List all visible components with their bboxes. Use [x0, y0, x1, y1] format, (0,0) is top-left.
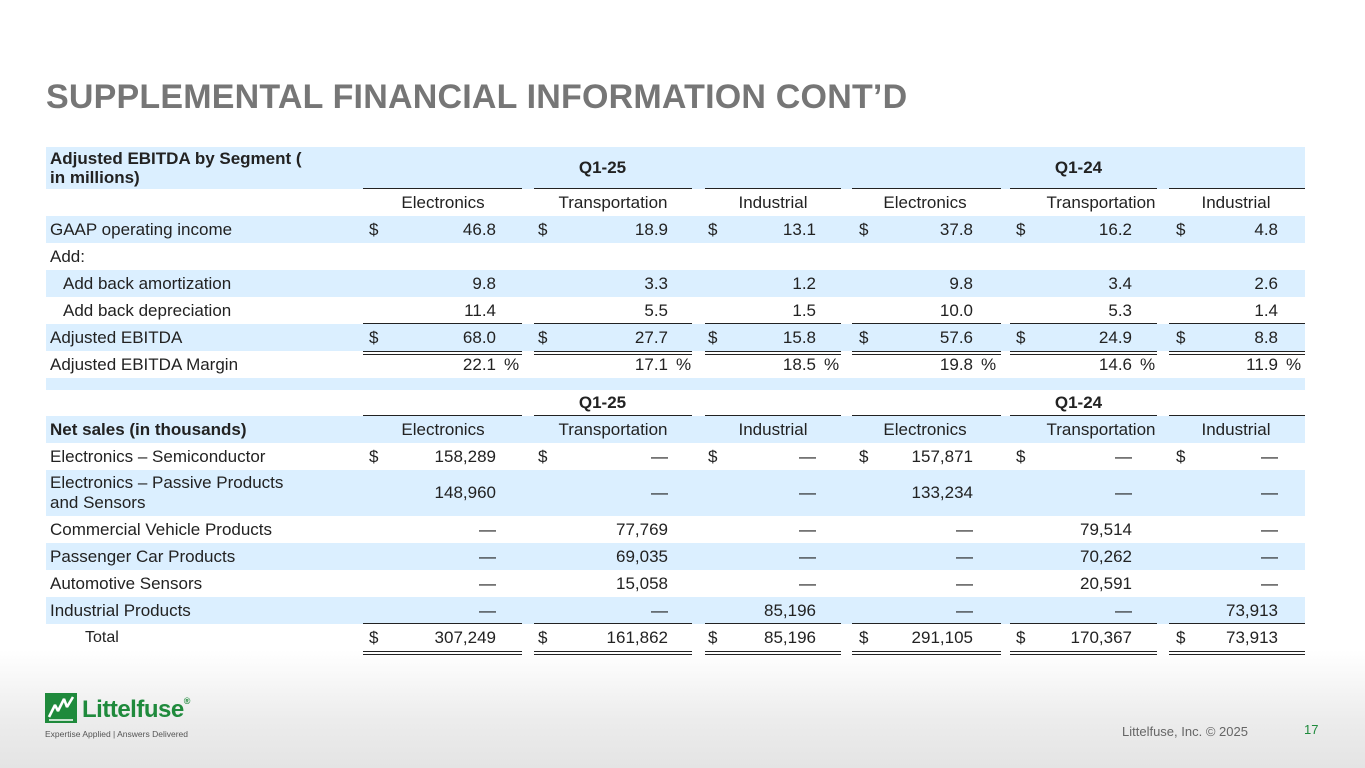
table-row	[46, 516, 1305, 543]
value-cell: 148,960	[434, 483, 496, 502]
copyright-text: Littelfuse, Inc. © 2025	[1122, 724, 1248, 739]
table-row	[46, 543, 1305, 570]
table-row	[46, 324, 1305, 351]
currency-symbol: $	[859, 627, 869, 647]
value-cell: —	[651, 600, 668, 620]
value-cell: —	[1115, 600, 1132, 620]
value-cell: 24.9	[1098, 327, 1132, 347]
value-cell: 73,913	[1226, 600, 1278, 620]
currency-symbol: $	[538, 219, 548, 239]
value-cell: —	[799, 519, 816, 539]
segment-header-q1-25-transportation: Transportation	[558, 192, 668, 212]
single-rule	[705, 415, 841, 416]
value-cell: 15,058	[616, 573, 668, 593]
currency-symbol: $	[369, 219, 379, 239]
value-cell: —	[1261, 519, 1278, 539]
footer-background	[0, 650, 1365, 768]
value-cell: —	[799, 446, 816, 466]
table-row	[46, 270, 1305, 297]
segment-header-q1-25-industrial: Industrial	[738, 192, 808, 212]
value-cell: —	[956, 519, 973, 539]
currency-symbol: $	[369, 327, 379, 347]
single-rule	[534, 623, 692, 624]
segment-header-q1-24-industrial: Industrial	[1201, 419, 1271, 439]
value-cell: 73,913	[1226, 627, 1278, 647]
single-rule	[1169, 623, 1305, 624]
single-rule	[534, 323, 692, 324]
currency-symbol: $	[859, 446, 869, 466]
page-title: SUPPLEMENTAL FINANCIAL INFORMATION CONT’D	[46, 78, 908, 116]
value-cell: —	[651, 483, 668, 502]
value-cell: 8.8	[1254, 327, 1278, 347]
value-cell: 4.8	[1254, 219, 1278, 239]
double-rule	[363, 651, 522, 655]
single-rule	[534, 188, 692, 189]
netsales-period-row	[46, 389, 1305, 416]
currency-symbol: $	[708, 627, 718, 647]
value-cell: 46.8	[462, 219, 496, 239]
single-rule	[363, 188, 522, 189]
ebitda-caption-line2: in millions)	[50, 168, 140, 187]
value-cell: —	[1115, 483, 1132, 502]
netsales-segment-row	[46, 416, 1305, 443]
table-row	[46, 470, 1305, 516]
value-cell: 20,591	[1080, 573, 1132, 593]
littelfuse-logo-icon	[45, 693, 77, 723]
brand-wordmark	[82, 696, 190, 724]
row-label: Adjusted EBITDA Margin	[50, 354, 239, 374]
value-cell: 79,514	[1080, 519, 1132, 539]
value-cell: 11.4	[464, 300, 496, 320]
single-rule	[1169, 415, 1305, 416]
table-row	[46, 243, 1305, 270]
row-label: Add back depreciation	[63, 300, 232, 320]
segment-header-q1-24-transportation: Transportation	[1046, 419, 1156, 439]
ebitda-segment-row	[46, 189, 1305, 216]
littelfuse-logo	[45, 693, 190, 739]
period-header-q1-24: Q1-24	[1054, 158, 1103, 177]
percent-sign: %	[824, 354, 840, 374]
segment-header-q1-25-electronics: Electronics	[401, 419, 485, 439]
currency-symbol: $	[1176, 446, 1186, 466]
row-label: GAAP operating income	[50, 219, 233, 239]
value-cell: —	[956, 546, 973, 566]
single-rule	[534, 415, 692, 416]
row-label: Electronics – Semiconductor	[50, 446, 266, 466]
currency-symbol: $	[1016, 219, 1026, 239]
value-cell: 9.8	[472, 273, 496, 293]
value-cell: 3.4	[1108, 273, 1132, 293]
ebitda-caption	[50, 147, 302, 189]
table-row	[46, 570, 1305, 597]
currency-symbol: $	[1016, 446, 1026, 466]
value-cell: —	[479, 573, 496, 593]
double-rule	[1169, 651, 1305, 655]
value-cell: 85,196	[764, 627, 816, 647]
brand-name: Littelfuse	[82, 696, 184, 723]
table-row	[46, 297, 1305, 324]
value-cell: 307,249	[434, 627, 496, 647]
currency-symbol: $	[538, 327, 548, 347]
currency-symbol: $	[1016, 327, 1026, 347]
single-rule	[1169, 323, 1305, 324]
single-rule	[852, 323, 1001, 324]
value-cell: 22.1	[462, 354, 496, 374]
currency-symbol: $	[1176, 327, 1186, 347]
value-cell: —	[799, 573, 816, 593]
value-cell: 16.2	[1098, 219, 1132, 239]
value-cell: —	[1261, 573, 1278, 593]
value-cell: —	[1261, 483, 1278, 502]
currency-symbol: $	[1176, 627, 1186, 647]
value-cell: 77,769	[616, 519, 668, 539]
single-rule	[705, 323, 841, 324]
segment-header-q1-24-industrial: Industrial	[1201, 192, 1271, 212]
single-rule	[705, 623, 841, 624]
single-rule	[1169, 188, 1305, 189]
row-label-line1: Electronics – Passive Products	[50, 473, 284, 492]
currency-symbol: $	[859, 219, 869, 239]
value-cell: 15.8	[782, 327, 816, 347]
currency-symbol: $	[369, 627, 379, 647]
period-header-q1-24: Q1-24	[1054, 392, 1103, 412]
segment-header-q1-24-transportation: Transportation	[1046, 192, 1156, 212]
table-row	[46, 597, 1305, 624]
percent-sign: %	[1140, 354, 1156, 374]
value-cell: 37.8	[939, 219, 973, 239]
percent-sign: %	[676, 354, 692, 374]
value-cell: 14.6	[1098, 354, 1132, 374]
single-rule	[852, 623, 1001, 624]
percent-sign: %	[504, 354, 520, 374]
period-header-q1-25: Q1-25	[578, 158, 627, 177]
value-cell: 10.0	[939, 300, 973, 320]
value-cell: 19.8	[939, 354, 973, 374]
ebitda-header-row	[46, 147, 1305, 189]
table-row	[46, 351, 1305, 378]
value-cell: —	[799, 483, 816, 502]
value-cell: 85,196	[764, 600, 816, 620]
ebitda-table	[46, 147, 1305, 390]
segment-header-q1-25-industrial: Industrial	[738, 419, 808, 439]
value-cell: 13.1	[782, 219, 816, 239]
value-cell: 68.0	[462, 327, 496, 347]
single-rule	[852, 415, 1001, 416]
currency-symbol: $	[538, 446, 548, 466]
single-rule	[705, 188, 841, 189]
double-rule	[534, 651, 692, 655]
value-cell: —	[1261, 546, 1278, 566]
row-label: Industrial Products	[50, 600, 191, 620]
value-cell: 70,262	[1080, 546, 1132, 566]
currency-symbol: $	[1016, 627, 1026, 647]
netsales-caption: Net sales (in thousands)	[50, 419, 247, 439]
value-cell: 157,871	[911, 446, 973, 466]
ebitda-caption-line1: Adjusted EBITDA by Segment (	[50, 149, 302, 168]
double-rule	[852, 651, 1001, 655]
row-label: Automotive Sensors	[50, 573, 203, 593]
value-cell: 18.9	[634, 219, 668, 239]
row-label	[50, 470, 283, 516]
value-cell: 5.3	[1108, 300, 1132, 320]
double-rule	[1010, 651, 1157, 655]
segment-header-q1-24-electronics: Electronics	[883, 419, 967, 439]
value-cell: 9.8	[949, 273, 973, 293]
single-rule	[852, 188, 1001, 189]
currency-symbol: $	[369, 446, 379, 466]
single-rule	[363, 415, 522, 416]
percent-sign: %	[1286, 354, 1302, 374]
value-cell: —	[956, 600, 973, 620]
table-row	[46, 216, 1305, 243]
value-cell: —	[1115, 446, 1132, 466]
currency-symbol: $	[859, 327, 869, 347]
value-cell: 2.6	[1254, 273, 1278, 293]
value-cell: —	[799, 546, 816, 566]
double-rule	[705, 651, 841, 655]
single-rule	[363, 623, 522, 624]
brand-tagline: Expertise Applied | Answers Delivered	[45, 729, 189, 739]
row-label: Adjusted EBITDA	[50, 327, 183, 347]
value-cell: 5.5	[644, 300, 668, 320]
value-cell: 158,289	[434, 446, 496, 466]
value-cell: —	[651, 446, 668, 466]
value-cell: 69,035	[616, 546, 668, 566]
page-number: 17	[1304, 722, 1319, 737]
value-cell: 11.9	[1246, 354, 1278, 374]
currency-symbol: $	[708, 219, 718, 239]
single-rule	[1010, 623, 1157, 624]
row-label-line2: and Sensors	[50, 493, 146, 512]
single-rule	[1010, 323, 1157, 324]
currency-symbol: $	[538, 627, 548, 647]
row-label: Commercial Vehicle Products	[50, 519, 273, 539]
row-label: Add back amortization	[63, 273, 232, 293]
value-cell: —	[1261, 446, 1278, 466]
value-cell: 27.7	[634, 327, 668, 347]
period-header-q1-25: Q1-25	[578, 392, 627, 412]
currency-symbol: $	[708, 446, 718, 466]
value-cell: 18.5	[782, 354, 816, 374]
row-label: Passenger Car Products	[50, 546, 236, 566]
value-cell: —	[479, 519, 496, 539]
segment-header-q1-24-electronics: Electronics	[883, 192, 967, 212]
value-cell: —	[479, 600, 496, 620]
value-cell: —	[479, 546, 496, 566]
value-cell: 3.3	[644, 273, 668, 293]
row-label: Total	[85, 628, 119, 646]
currency-symbol: $	[708, 327, 718, 347]
netsales-table	[46, 389, 1305, 651]
value-cell: —	[956, 573, 973, 593]
value-cell: 170,367	[1070, 627, 1132, 647]
value-cell: 133,234	[911, 483, 973, 502]
single-rule	[1010, 415, 1157, 416]
value-cell: 1.4	[1254, 300, 1278, 320]
table-row	[46, 624, 1305, 651]
single-rule	[363, 323, 522, 324]
table-row	[46, 443, 1305, 470]
currency-symbol: $	[1176, 219, 1186, 239]
segment-header-q1-25-electronics: Electronics	[401, 192, 485, 212]
value-cell: 161,862	[606, 627, 668, 647]
single-rule	[1010, 188, 1157, 189]
percent-sign: %	[981, 354, 997, 374]
value-cell: 57.6	[939, 327, 973, 347]
value-cell: 291,105	[911, 627, 973, 647]
registered-mark: ®	[183, 696, 190, 706]
value-cell: 1.2	[792, 273, 816, 293]
value-cell: 1.5	[792, 300, 816, 320]
value-cell: 17.1	[634, 354, 668, 374]
segment-header-q1-25-transportation: Transportation	[558, 419, 668, 439]
row-label: Add:	[50, 246, 85, 266]
